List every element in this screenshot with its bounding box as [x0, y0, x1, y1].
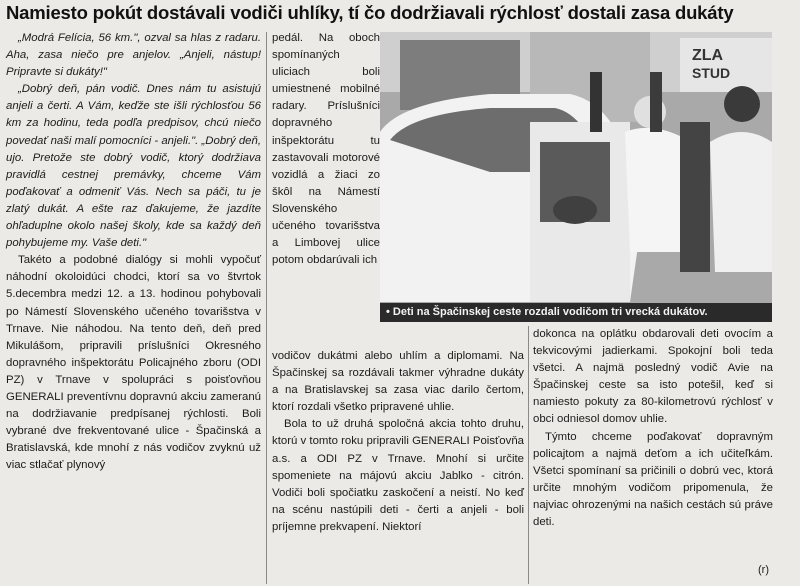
photo-scene — [380, 32, 772, 322]
article-paragraph: Takéto a podobné dialógy si mohli vypočuť náhodní okoloidúci chodci, ktorí sa vo štvrtok 5.decembra medzi 12. a 13. hodinou pohybovali po Námestí Slovenského učeného tovarišstva v Trnave. Nie náhodou. Na tento deň, deň pred Mikulášom, pripravili príslušníci Okresného dopravného inšpektorátu Policajného zboru (ODI PZ) v Trnave v spolupráci s poisťovňou GENERALI preventívnu dopravnú akciu zameranú na dodržiavanie predpísanej rýchlosti. Boli vybrané dve frekventované ulice - Špačinská a Bratislavská, kde mnohí z nás vodičov zvyknú už viac stlačať plynový — [6, 254, 261, 472]
article-column-1 — [6, 30, 261, 474]
sign-text: ZLA — [692, 47, 724, 64]
photo-caption: • Deti na Špačinskej ceste rozdali vodičom tri vrecká dukátov. — [380, 303, 772, 322]
article-paragraph: Týmto chceme poďakovať dopravným policajtom a najmä deťom a ich učiteľkám. Všetci spomínaní sa pričinili o dobrú vec, ktorá určite mnohým vodičom pripomenula, že najviac ohrozenými na našich cestách sú práve deti. — [533, 430, 773, 529]
article-paragraph: vodičov dukátmi alebo uhlím a diplomami. Na Špačinskej sa rozdávali takmer výhradne dukáty a na Bratislavskej sa zasa viac darilo čertom, ktorí rozdali všetko pripravené uhlie. — [272, 350, 524, 414]
article-column-3 — [533, 326, 773, 531]
article-column-2b — [272, 348, 524, 536]
news-photo — [380, 32, 772, 322]
author-signature: (r) — [758, 564, 769, 576]
article-paragraph: „Dobrý deň, pán vodič. Dnes nám tu asistujú anjeli a čerti. A Vám, keďže ste išli rýchlosťou 56 km za hodinu, teda podľa predpisov, chcú niečo povedať naši malí pomocníci - anjeli.". „Dobrý deň, ujo. Pretože ste dobrý vodič, ktorý dodržiava pravidlá cestnej premávky, chceme Vám poďakovať a odmeniť Vás. Nech sa páči, tu je zlatý dukát. A ešte raz ďakujeme, že jazdíte ohľaduplne okolo našej školy, kde sa každý deň pohybujeme my. Vaše deti." — [6, 83, 261, 250]
svg-text:STUD: STUD — [692, 65, 731, 81]
column-divider — [266, 32, 267, 584]
column-divider — [528, 326, 529, 584]
article-column-2 — [272, 30, 380, 269]
article-paragraph: „Modrá Felícia, 56 km.", ozval sa hlas z radaru. Aha, zasa niečo pre anjelov. „Anjeli, nástup! Pripravte si dukáty!" — [6, 32, 261, 79]
headline: Namiesto pokút dostávali vodiči uhlíky, tí čo dodržiavali rýchlosť dostali zasa dukáty — [6, 2, 734, 23]
article-paragraph: Bola to už druhá spoločná akcia tohto druhu, ktorú v tomto roku pripravili GENERALI Poisťovňa a.s. a ODI PZ v Trnave. Mnohí si určite spomeniete na májovú akciu Jablko - citrón. Vodiči boli spočiatku zaskočení a neistí. No keď na scénu nastúpili deti - čerti a anjeli - boli príjemne prekvapení. Niektorí — [272, 418, 524, 533]
article-paragraph: pedál. Na oboch spomínaných uliciach boli umiestnené mobilné radary. Príslušníci dopravného inšpektorátu tu zastavovali motorové vozidlá a žiaci zo škôl na Námestí Slovenského učeného tovarišstva a Limbovej ulice potom obdarúvali ich — [272, 32, 380, 267]
article-paragraph: dokonca na oplátku obdarovali deti ovocím a tekvicovými jadierkami. Spokojní boli teda všetci. A najmä posledný vodič Avie na Špačinskej ceste sa isto potešil, keď si namiesto pokuty za 80-kilometrovú rýchlosť v obci odniesol domov uhlie. — [533, 328, 773, 426]
